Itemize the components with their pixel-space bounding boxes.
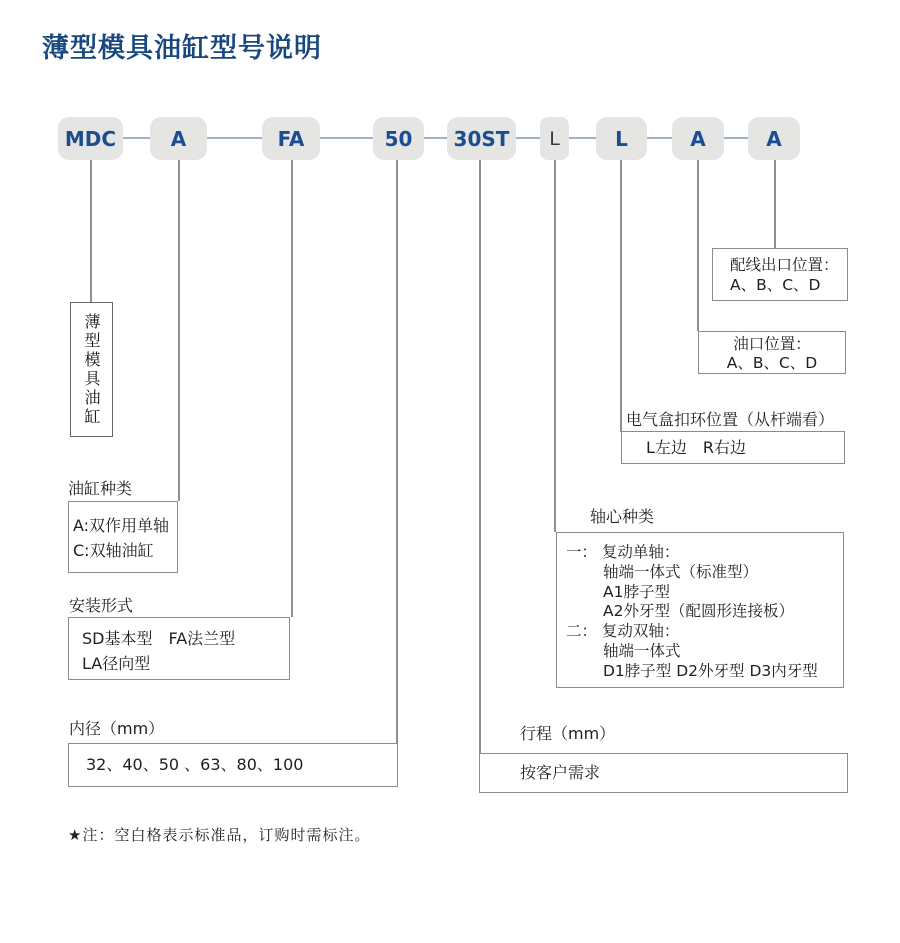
shaft-line-single: 一： 复动单轴： (566, 543, 680, 561)
oil-port-title: 油口位置： (733, 335, 811, 353)
electric-box-box (621, 431, 845, 464)
electric-box-value: L左边 R右边 (646, 438, 747, 457)
mounting-box (68, 617, 290, 680)
code-segment-bore: 50 (373, 117, 424, 160)
drop-line-type (178, 160, 180, 501)
shaft-type-box (556, 532, 844, 688)
oil-port-box (698, 331, 846, 374)
mounting-line-1: SD基本型 FA法兰型 (82, 629, 236, 648)
cylinder-type-option-c: C:双轴油缸 (73, 541, 154, 560)
drop-line-mdc (90, 160, 92, 302)
cylinder-type-label: 油缸种类 (68, 479, 133, 498)
drop-line-ebox (620, 160, 622, 432)
shaft-line-a1: A1脖子型 (603, 582, 670, 601)
mounting-line-2: LA径向型 (82, 654, 151, 673)
wiring-outlet-title: 配线出口位置： (730, 256, 839, 274)
drop-line-wiring (774, 160, 776, 248)
drop-line-oilport (697, 160, 699, 331)
code-segment-mount: FA (262, 117, 320, 160)
page-title: 薄型模具油缸型号说明 (42, 33, 322, 64)
cylinder-type-option-a: A:双作用单轴 (73, 516, 170, 535)
stroke-box (479, 753, 848, 793)
code-segment-type: A (150, 117, 207, 160)
footnote: ★注：空白格表示标准品，订购时需标注。 (68, 826, 371, 844)
electric-box-label: 电气盒扣环位置（从杆端看） (626, 410, 835, 429)
mounting-label: 安装形式 (69, 596, 134, 615)
code-segment-stroke: 30ST (447, 117, 516, 160)
bore-values: 32、40、50 、63、80、100 (86, 755, 304, 774)
code-segment-mdc: MDC (58, 117, 123, 160)
code-segment-ebox: L (596, 117, 647, 160)
drop-line-shaft (554, 160, 556, 532)
wiring-outlet-box (712, 248, 848, 301)
drop-line-mount (291, 160, 293, 617)
drop-line-stroke (479, 160, 481, 753)
bore-box (68, 743, 398, 787)
shaft-type-label: 轴心种类 (590, 507, 655, 526)
oil-port-options: A、B、C、D (726, 354, 818, 372)
code-segment-shaft: L (540, 117, 569, 160)
shaft-line-d-options: D1脖子型 D2外牙型 D3内牙型 (603, 661, 818, 680)
stroke-value: 按客户需求 (520, 763, 601, 782)
code-segment-oilport: A (672, 117, 724, 160)
shaft-line-integrated: 轴端一体式 (603, 641, 681, 660)
shaft-line-double: 二： 复动双轴： (566, 622, 680, 641)
wiring-outlet-options: A、B、C、D (730, 276, 821, 294)
stroke-label: 行程（mm） (520, 724, 616, 743)
shaft-line-a2: A2外牙型（配圆形连接板） (603, 602, 794, 621)
code-segment-wiring: A (748, 117, 800, 160)
drop-line-bore (396, 160, 398, 743)
shaft-line-integrated-std: 轴端一体式（标准型） (603, 562, 759, 581)
bore-label: 内径（mm） (69, 719, 165, 738)
cylinder-type-box (68, 501, 178, 573)
product-name-box (70, 302, 113, 437)
product-name-vertical-text: 薄型模具油缸 (82, 312, 101, 427)
